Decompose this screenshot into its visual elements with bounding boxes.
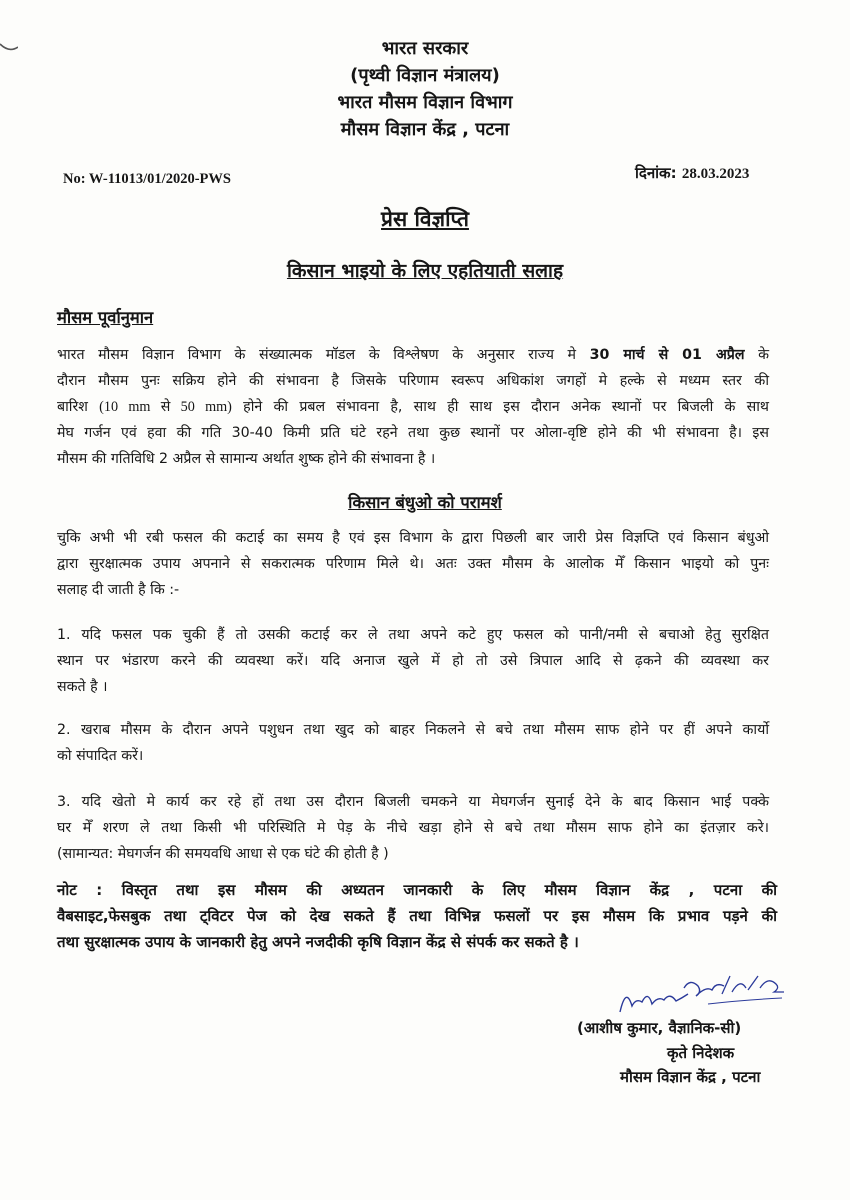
signatory-office: मौसम विज्ञान केंद्र , पटना xyxy=(620,1068,761,1086)
advice-point-3-line-2: घर मेँ शरण ले तथा किसी भी परिस्थिति मे पेड़ के नीचे खड़ा होने से बचे तथा मौसम साफ होने का इंतज़ार करे। xyxy=(57,820,769,836)
reference-number: No: W-11013/01/2020-PWS xyxy=(63,171,231,187)
advice-point-3-line-3: (सामान्यत: मेघगर्जन की समयवधि आधा से एक घंटे की होती है ) xyxy=(57,846,389,862)
forecast-paragraph xyxy=(57,342,769,472)
advice-intro-line-2: द्वारा सुरक्षात्मक उपाय अपनाने से सकरात्मक परिणाम मिले थे। अतः उक्त मौसम के आलोक मेँ किसान भाइयो को पुनः xyxy=(57,556,769,572)
advice-point-1-line-3: सकते है । xyxy=(57,679,108,695)
forecast-date-range: 30 मार्च से 01 अप्रैल xyxy=(589,347,745,363)
date-label: दिनांक: xyxy=(635,164,677,182)
rainfall-range: (10 mm से 50 mm) xyxy=(99,399,232,415)
forecast-line-3: बारिश (10 mm से 50 mm) होने की प्रबल संभावना है, साथ ही साथ इस दौरान अनेक स्थानों पर बिजली के साथ xyxy=(57,399,769,415)
advice-heading: किसान बंधुओ को परामर्श xyxy=(348,493,502,512)
date-line xyxy=(635,163,749,183)
advice-point-2-line-1: 2. खराब मौसम के दौरान अपने पशुधन तथा खुद को बाहर निकलने से बचे तथा मौसम साफ होने पर हीं अपने कार्यो xyxy=(57,722,769,738)
advice-point-2 xyxy=(57,717,769,769)
advice-intro xyxy=(57,525,769,603)
note-line-3: तथा सुरक्षात्मक उपाय के जानकारी हेतु अपने नजदीकी कृषि विज्ञान केंद्र से संपर्क कर सकते है । xyxy=(57,933,579,951)
header-department: भारत मौसम विज्ञान विभाग xyxy=(337,92,513,113)
handwritten-signature xyxy=(612,968,792,1024)
header-government: भारत सरकार xyxy=(381,38,469,59)
advice-point-2-line-2: को संपादित करें। xyxy=(57,748,144,764)
advice-intro-line-1: चुकि अभी भी रबी फसल की कटाई का समय है एवं इस विभाग के द्वारा पिछली बार जारी प्रेस विज्ञप्ति एवं किसान बंधुओ xyxy=(57,530,769,546)
signatory-designation: कृते निदेशक xyxy=(667,1044,735,1062)
header-centre: मौसम विज्ञान केंद्र , पटना xyxy=(340,119,510,140)
advice-intro-line-3: सलाह दी जाती है कि :- xyxy=(57,582,180,598)
advice-point-1-line-2: स्थान पर भंडारण करने की व्यवस्था करें। यदि अनाज खुले में हो तो उसे त्रिपाल आदि से ढ़कने की व्यवस्था कर xyxy=(57,653,769,669)
date-value: 28.03.2023 xyxy=(681,166,750,182)
press-release-title: प्रेस विज्ञप्ति xyxy=(381,207,469,231)
forecast-heading: मौसम पूर्वानुमान xyxy=(57,308,154,327)
header-ministry: (पृथ्वी विज्ञान मंत्रालय) xyxy=(350,65,500,86)
press-release-subtitle: किसान भाइयो के लिए एहतियाती सलाह xyxy=(286,260,564,282)
advice-point-3 xyxy=(57,789,769,867)
note-paragraph xyxy=(57,877,777,955)
forecast-line-1: भारत मौसम विज्ञान विभाग के संख्यात्मक मॉडल के विश्लेषण के अनुसार राज्य मे 30 मार्च से 01 अप्रैल के xyxy=(57,347,769,363)
advice-point-1 xyxy=(57,622,769,700)
advice-point-1-line-1: 1. यदि फसल पक चुकी हैं तो उसकी कटाई कर ले तथा अपने कटे हुए फसल को पानी/नमी से बचाओ हेतु सुरक्षित xyxy=(57,627,769,643)
signatory-name: (आशीष कुमार, वैज्ञानिक-सी) xyxy=(577,1019,742,1037)
forecast-line-2: दौरान मौसम पुनः सक्रिय होने की संभावना है जिसके परिणाम स्वरूप अधिकांश जगहों मे हल्के से मध्यम स्तर की xyxy=(57,373,769,389)
forecast-line-4: मेघ गर्जन एवं हवा की गति 30-40 किमी प्रति घंटे रहने तथा कुछ स्थानों पर ओला-वृष्टि होने की भी संभावना है। इस xyxy=(57,425,769,441)
forecast-line-5: मौसम की गतिविधि 2 अप्रैल से सामान्य अर्थात शुष्क होने की संभावना है । xyxy=(57,451,436,467)
advice-point-3-line-1: 3. यदि खेतो मे कार्य कर रहे हों तथा उस दौरान बिजली चमकने या मेघगर्जन सुनाई देने के बाद किसान भाई पक्के xyxy=(57,794,769,810)
note-line-1: नोट : विस्तृत तथा इस मौसम की अध्यतन जानकारी के लिए मौसम विज्ञान केंद्र , पटना की xyxy=(57,881,777,899)
note-line-2: वैबसाइट,फेसबुक तथा ट्विटर पेज को देख सकते हैं तथा विभिन्न फसलों पर इस मौसम कि प्रभाव पड़ने की xyxy=(57,907,777,925)
